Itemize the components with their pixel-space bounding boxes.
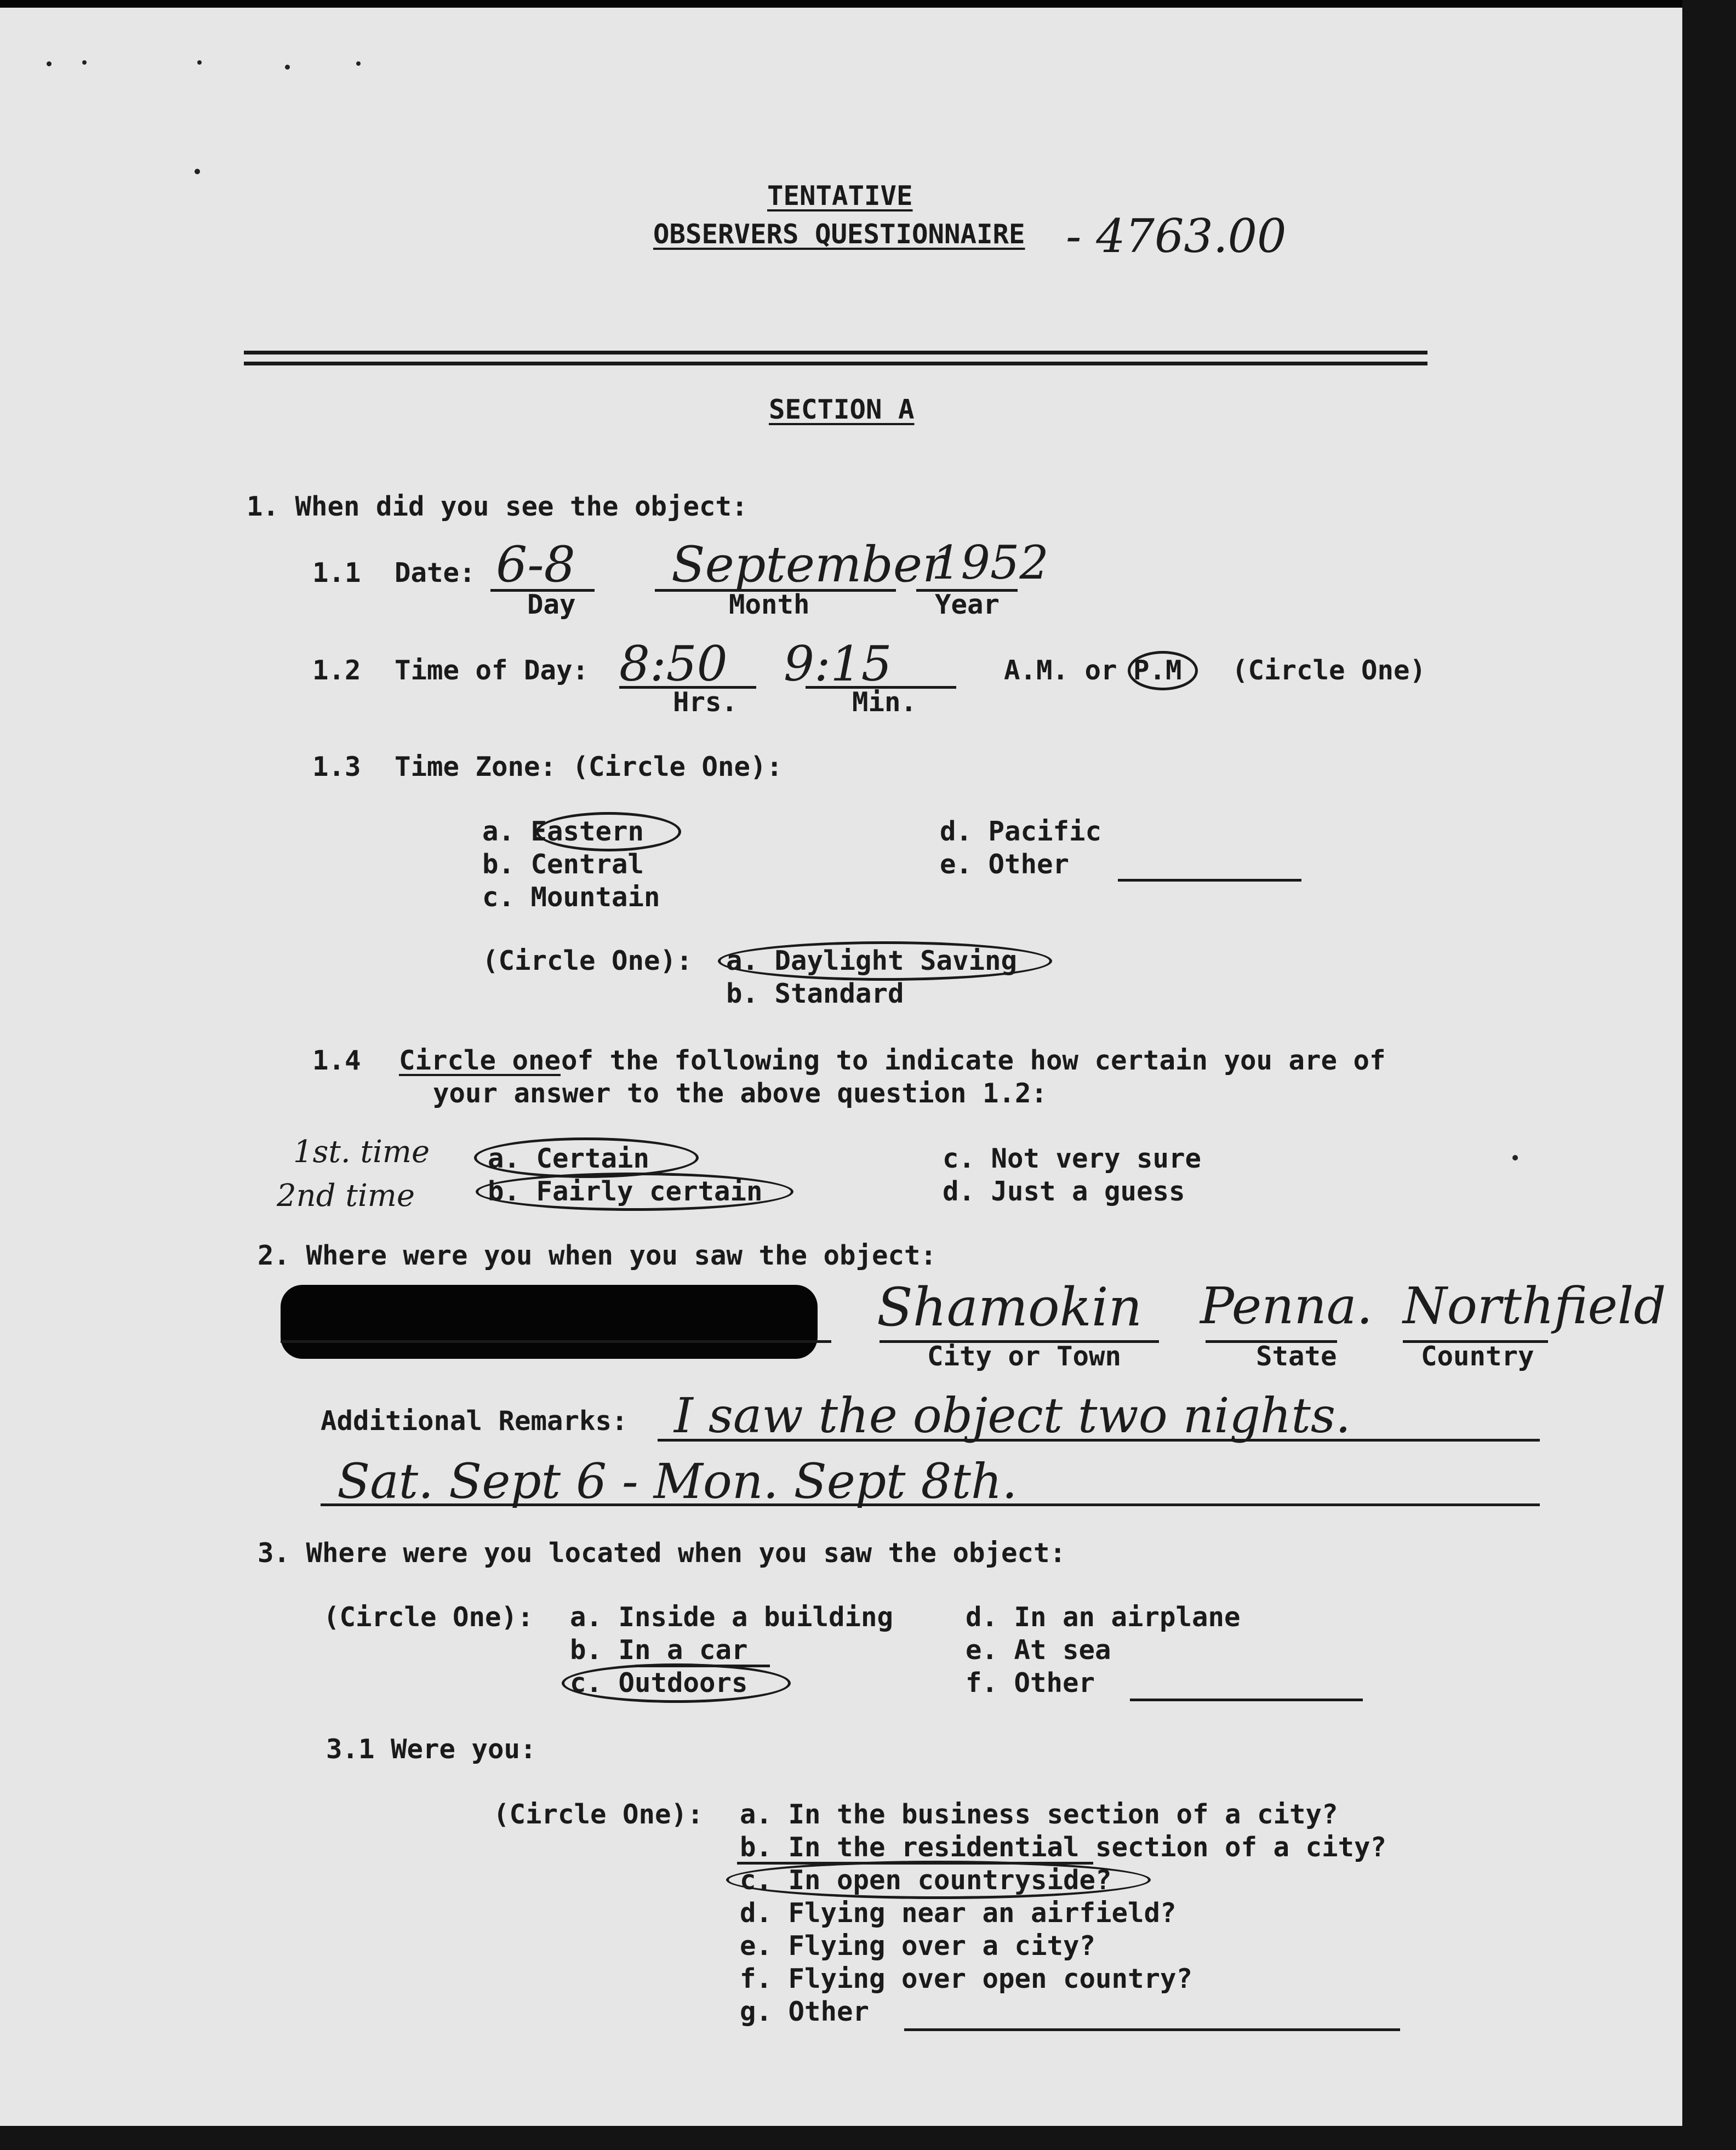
date-month-value: September: [671, 536, 946, 593]
location-option-sea: e. At sea: [966, 1634, 1111, 1666]
setting-option-business: a. In the business section of a city?: [740, 1799, 1338, 1830]
certainty-lead: Circle one: [399, 1045, 561, 1076]
time-hours-value: 8:50: [619, 636, 728, 692]
address-line: [281, 1340, 831, 1343]
month-caption: Month: [729, 589, 810, 620]
q1-2-number: 1.2: [312, 655, 361, 686]
zone-option-central: b. Central: [482, 849, 644, 880]
certainty-option-fairly: b. Fairly certain: [488, 1176, 763, 1207]
q3-circle-label: (Circle One):: [323, 1602, 534, 1633]
city-caption: City or Town: [927, 1341, 1122, 1372]
setting-option-other: g. Other: [740, 1996, 870, 2027]
speck: [47, 61, 52, 66]
speck: [197, 60, 202, 65]
setting-other-line: [904, 2028, 1400, 2031]
location-option-car: b. In a car: [570, 1634, 748, 1666]
q1-1-number: 1.1: [312, 557, 361, 588]
zone-option-pacific: d. Pacific: [940, 816, 1102, 847]
setting-option-residential: b. In the residential section of a city?: [740, 1832, 1387, 1863]
certainty-text-2: your answer to the above question 1.2:: [433, 1078, 1048, 1109]
saving-option-standard: b. Standard: [726, 978, 904, 1009]
city-value: Shamokin: [877, 1277, 1143, 1338]
form-title-line2: OBSERVERS QUESTIONNAIRE: [653, 219, 1025, 250]
saving-circle-label: (Circle One):: [482, 945, 693, 976]
q1-3-label: Time Zone: (Circle One):: [395, 751, 783, 782]
year-caption: Year: [935, 589, 1000, 620]
date-year-value: 1952: [932, 536, 1049, 590]
form-title-line1: TENTATIVE: [767, 180, 913, 211]
setting-option-open-country: f. Flying over open country?: [740, 1963, 1193, 1994]
setting-option-countryside: c. In open countryside?: [740, 1865, 1112, 1896]
country-caption: Country: [1421, 1341, 1534, 1372]
top-edge-shadow: [0, 0, 1682, 8]
certainty-text: of the following to indicate how certain you are of: [561, 1045, 1386, 1076]
remarks-line-1: [658, 1439, 1540, 1442]
date-day-value: 6-8: [496, 536, 575, 593]
certainty-option-not-sure: c. Not very sure: [943, 1143, 1202, 1174]
country-value: Northfield: [1403, 1277, 1666, 1335]
fairly-certain-circle: [476, 1173, 793, 1211]
day-caption: Day: [527, 589, 576, 620]
zone-option-mountain: c. Mountain: [482, 882, 660, 913]
zone-other-line: [1118, 879, 1301, 882]
location-other-line: [1130, 1699, 1363, 1701]
q1-4-number: 1.4: [312, 1045, 361, 1076]
q1-3-number: 1.3: [312, 751, 361, 782]
remarks-line1-value: I saw the object two nights.: [674, 1387, 1351, 1444]
q1-1-label: Date:: [395, 557, 476, 588]
q3-prompt: 3. Where were you located when you saw the object:: [258, 1537, 1066, 1569]
q1-2-label: Time of Day:: [395, 655, 589, 686]
note-second-time: 2nd time: [277, 1178, 415, 1214]
q3-1-circle-label: (Circle One):: [493, 1799, 704, 1830]
file-number: - 4763.00: [1066, 209, 1287, 263]
note-first-time: 1st. time: [293, 1134, 430, 1170]
remarks-label: Additional Remarks:: [321, 1405, 628, 1437]
minutes-caption: Min.: [852, 687, 917, 718]
location-option-airplane: d. In an airplane: [966, 1602, 1241, 1633]
time-minutes-value: 9:15: [784, 636, 892, 692]
q2-prompt: 2. Where were you when you saw the object:: [258, 1240, 937, 1271]
remarks-line2-value: Sat. Sept 6 - Mon. Sept 8th.: [337, 1453, 1018, 1509]
am-pm-options: A.M. or P.M: [1004, 655, 1182, 686]
section-title: SECTION A: [769, 394, 915, 425]
location-option-outdoors: c. Outdoors: [570, 1667, 748, 1699]
redacted-address: [281, 1285, 818, 1359]
speck: [356, 61, 361, 66]
time-instruction: (Circle One): [1232, 655, 1426, 686]
eastern-circle: [536, 812, 681, 851]
q1-prompt: 1. When did you see the object:: [247, 491, 748, 522]
location-option-other: f. Other: [966, 1667, 1095, 1699]
daylight-circle: [718, 941, 1052, 981]
remarks-line-2: [321, 1503, 1540, 1506]
location-option-building: a. Inside a building: [570, 1602, 894, 1633]
setting-option-over-city: e. Flying over a city?: [740, 1930, 1096, 1962]
certainty-option-guess: d. Just a guess: [943, 1176, 1185, 1207]
hours-caption: Hrs.: [673, 687, 738, 718]
q3-1-prompt: 3.1 Were you:: [326, 1734, 536, 1765]
speck: [1512, 1155, 1518, 1160]
countryside-circle: [726, 1861, 1151, 1899]
saving-option-daylight: a. Daylight Saving: [726, 945, 1018, 976]
certainty-option-certain: a. Certain: [488, 1143, 650, 1174]
state-value: Penna.: [1200, 1277, 1373, 1335]
zone-option-eastern: a. Eastern: [482, 816, 644, 847]
header-rule-bottom: [244, 362, 1427, 365]
speck: [82, 60, 87, 65]
setting-option-airfield: d. Flying near an airfield?: [740, 1897, 1177, 1929]
speck: [195, 169, 200, 174]
outdoors-circle: [562, 1663, 791, 1703]
certain-circle: [474, 1137, 699, 1178]
speck: [285, 65, 290, 70]
zone-option-other: e. Other: [940, 849, 1070, 880]
pm-circle: [1128, 651, 1198, 690]
header-rule-top: [244, 351, 1427, 354]
state-caption: State: [1256, 1341, 1337, 1372]
